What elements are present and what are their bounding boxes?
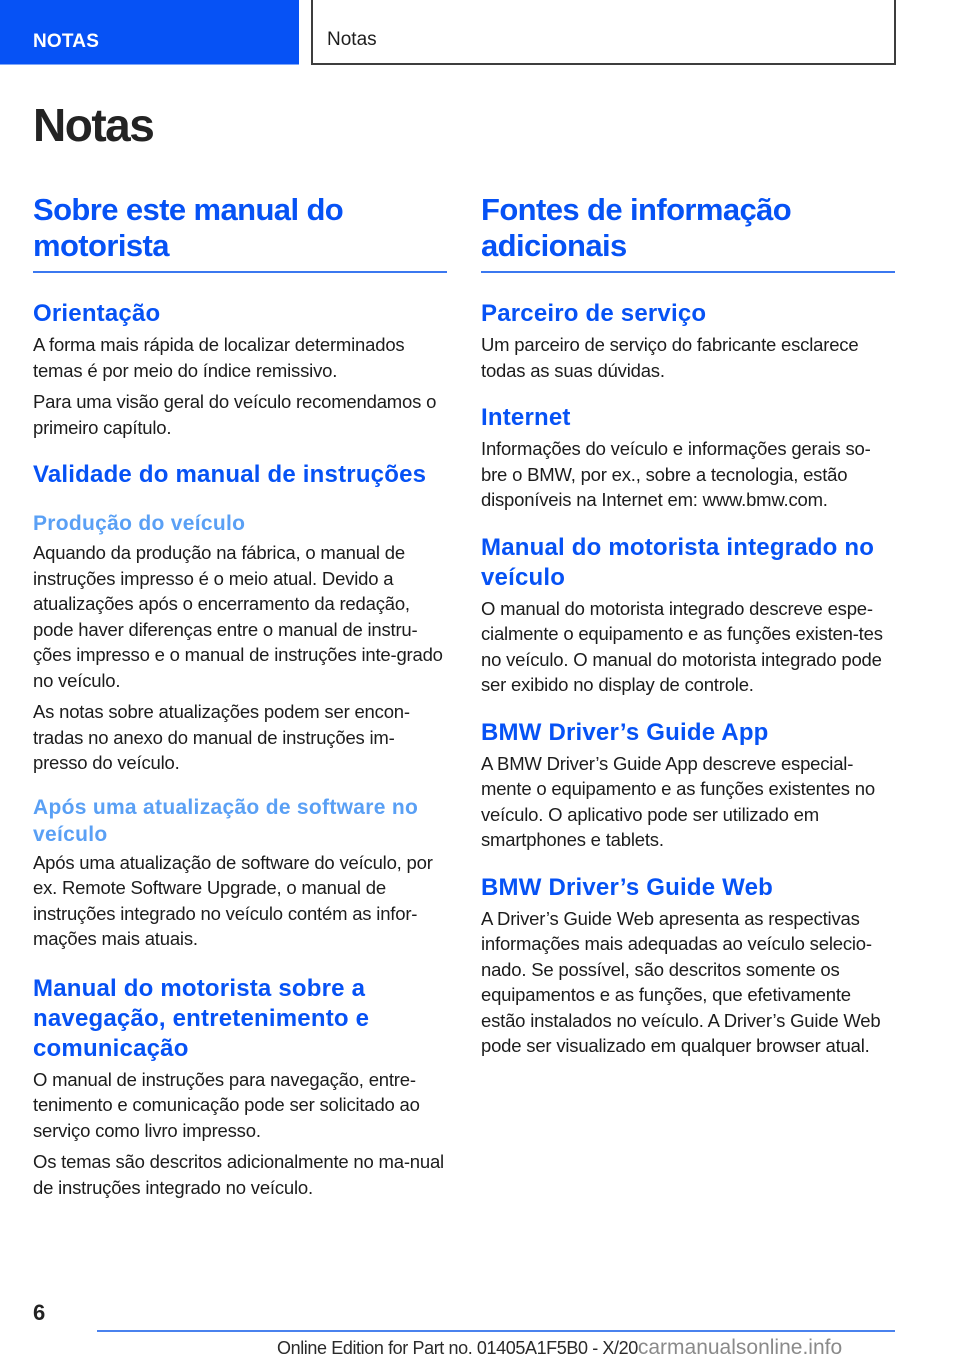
paragraph: Aquando da produção na fábrica, o manual de instruções impresso é o meio atual. Devido a atualizações após o encerramento da redação, pode haver diferenças entre o manual de instru-ções impresso e o manual de instruções inte-grado no veículo. xyxy=(33,542,443,691)
left-column xyxy=(33,192,447,1200)
footer-edition xyxy=(277,1336,842,1360)
heading-internet: Internet xyxy=(481,404,571,431)
paragraph: Informações do veículo e informações gerais so-bre o BMW, por ex., sobre a tecnologia, estão disponíveis na Internet em: www.bmw.com. xyxy=(481,438,871,510)
heading-validade: Validade do manual de instruções xyxy=(33,461,427,488)
heading-manual-navegacao: Manual do motorista sobre a navegação, entretenimento e comunicação xyxy=(33,974,370,1062)
heading-sobre-manual: Sobre este manual do motorista xyxy=(33,192,447,273)
section-title-box xyxy=(311,0,896,65)
paragraph: A BMW Driver’s Guide App descreve especial-mente o equipamento e as funções existentes no veículo. O aplicativo pode ser utilizado em smartphones e tablets. xyxy=(481,752,875,850)
watermark: carmanualsonline.info xyxy=(637,1336,843,1359)
paragraph: Os temas são descritos adicionalmente no ma-nual de instruções integrado no veículo. xyxy=(33,1151,444,1198)
right-column xyxy=(481,192,895,1059)
page-title: Notas xyxy=(33,99,154,151)
heading-manual-integrado: Manual do motorista integrado no veículo xyxy=(481,533,875,591)
page-number: 6 xyxy=(33,1300,46,1325)
paragraph: Um parceiro de serviço do fabricante esclarece todas as suas dúvidas. xyxy=(481,334,859,381)
paragraph: Após uma atualização de software do veículo, por ex. Remote Software Upgrade, o manual de instruções integrado no veículo contém as infor-mações mais atuais. xyxy=(33,851,433,949)
paragraph: Para uma visão geral do veículo recomendamos o primeiro capítulo. xyxy=(33,391,437,438)
paragraph: O manual de instruções para navegação, entre-tenimento e comunicação pode ser solicitado ao serviço como livro impresso. xyxy=(33,1068,420,1141)
heading-apos-atualizacao: Após uma atualização de software no veículo xyxy=(33,795,419,846)
heading-parceiro-servico: Parceiro de serviço xyxy=(481,300,707,327)
paragraph: O manual do motorista integrado descreve espe-cialmente o equipamento e as funções existen-tes no veículo. O manual do motorista integrado pode ser exibido no display de controle. xyxy=(481,597,883,695)
footer-divider xyxy=(97,1330,895,1332)
section-title: Notas xyxy=(327,29,377,50)
edition-text: Online Edition for Part no. 01405A1F5B0 - X/20 xyxy=(277,1338,638,1358)
heading-guide-web: BMW Driver’s Guide Web xyxy=(481,873,774,901)
heading-guide-app: BMW Driver’s Guide App xyxy=(481,718,769,746)
paragraph: A Driver’s Guide Web apresenta as respectivas informações mais adequadas ao veículo selecio-nado. Se possível, são descritos somente os equipamentos e as funções, que efetivamente estão instalados no veículo. A Driver’s Guide Web pode ser visualizado em qualquer browser atual. xyxy=(481,907,881,1056)
paragraph: A forma mais rápida de localizar determinados temas é por meio do índice remissivo. xyxy=(33,334,405,381)
heading-producao: Produção do veículo xyxy=(33,512,246,535)
section-tab-label: NOTAS xyxy=(33,31,100,52)
paragraph: As notas sobre atualizações podem ser encon-tradas no anexo do manual de instruções im-presso do veículo. xyxy=(33,701,410,773)
heading-orientacao: Orientação xyxy=(33,300,161,327)
section-tab xyxy=(0,0,299,65)
heading-fontes-informacao: Fontes de informação adicionais xyxy=(481,192,895,273)
